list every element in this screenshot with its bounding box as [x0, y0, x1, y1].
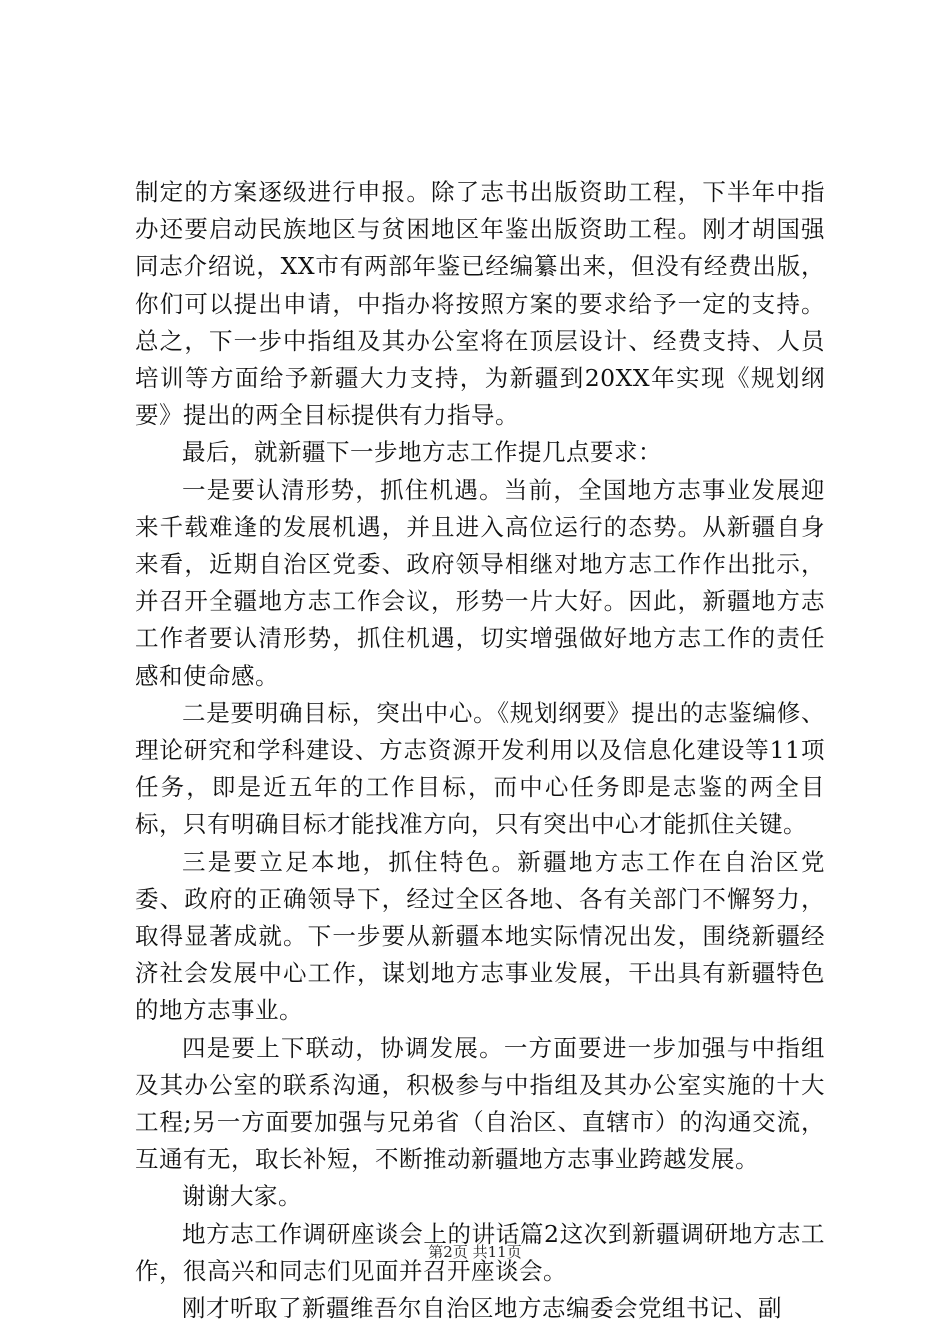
paragraph-4: 二是要明确目标，突出中心。《规划纲要》提出的志鉴编修、理论研究和学科建设、方志资源开发利用以及信息化建设等11项任务，即是近五年的工作目标，而中心任务即是志鉴的两全目标，只有明确目标才能找准方向，只有突出中心才能抓住关键。	[135, 698, 825, 839]
paragraph-7: 谢谢大家。	[182, 1182, 302, 1211]
page-number-footer: 第2页 共11页	[428, 1243, 522, 1261]
document-body	[135, 174, 825, 1327]
paragraph-1: 制定的方案逐级进行申报。除了志书出版资助工程，下半年中指办还要启动民族地区与贫困地区年鉴出版资助工程。刚才胡国强同志介绍说，XX市有两部年鉴已经编纂出来，但没有经费出版，你们可以提出申请，中指办将按照方案的要求给予一定的支持。总之，下一步中指组及其办公室将在顶层设计、经费支持、人员培训等方面给予新疆大力支持，为新疆到20XX年实现《规划纲要》提出的两全目标提供有力指导。	[135, 178, 825, 430]
paragraph-3: 一是要认清形势，抓住机遇。当前，全国地方志事业发展迎来千载难逢的发展机遇，并且进入高位运行的态势。从新疆自身来看，近期自治区党委、政府领导相继对地方志工作作出批示，并召开全疆地方志工作会议，形势一片大好。因此，新疆地方志工作者要认清形势，抓住机遇，切实增强做好地方志工作的责任感和使命感。	[135, 475, 825, 690]
paragraph-8: 地方志工作调研座谈会上的讲话篇2这次到新疆调研地方志工作，很高兴和同志们见面并召开座谈会。	[135, 1219, 825, 1285]
paragraph-2: 最后，就新疆下一步地方志工作提几点要求：	[182, 438, 662, 467]
paragraph-5: 三是要立足本地，抓住特色。新疆地方志工作在自治区党委、政府的正确领导下，经过全区各地、各有关部门不懈努力，取得显著成就。下一步要从新疆本地实际情况出发，围绕新疆经济社会发展中心工作，谋划地方志事业发展，干出具有新疆特色的地方志事业。	[135, 847, 825, 1025]
paragraph-9: 刚才听取了新疆维吾尔自治区地方志编委会党组书记、副	[182, 1294, 782, 1323]
paragraph-6: 四是要上下联动，协调发展。一方面要进一步加强与中指组及其办公室的联系沟通，积极参与中指组及其办公室实施的十大工程;另一方面要加强与兄弟省（自治区、直辖市）的沟通交流，互通有无，取长补短，不断推动新疆地方志事业跨越发展。	[135, 1033, 825, 1174]
